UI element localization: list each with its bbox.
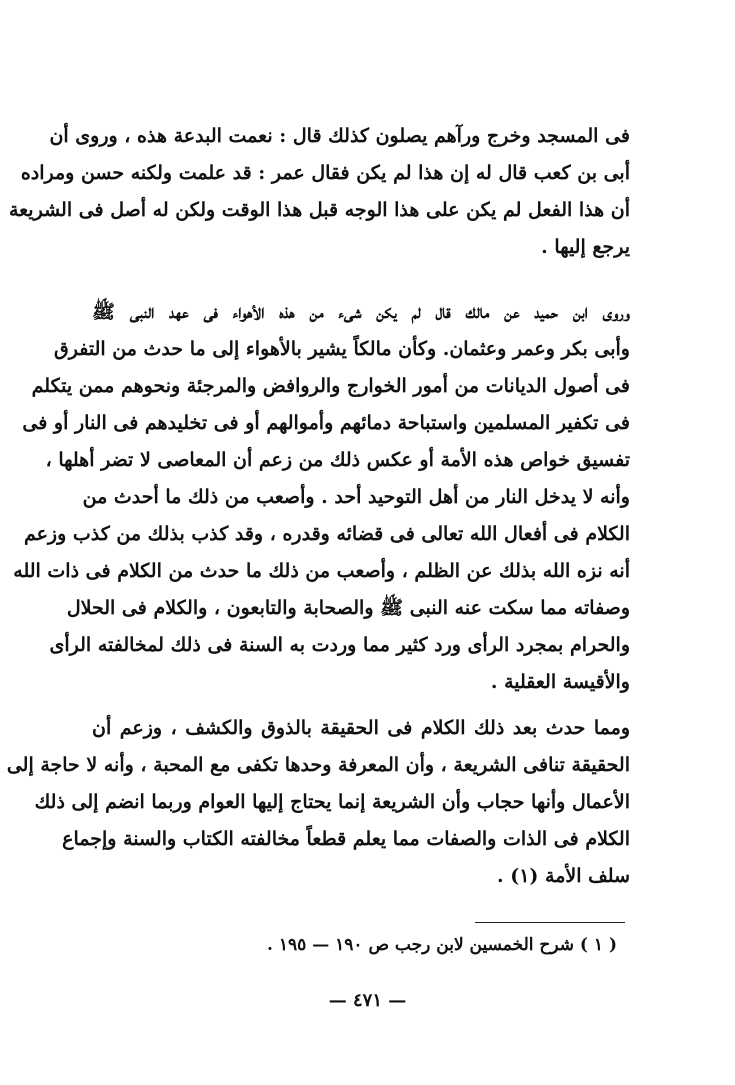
text-line: الأعمال وأنها حجاب وأن الشريعة إنما يحتاج إليها العوام وربما انضم إلى ذلك: [34, 791, 630, 813]
text-line: أبى بن كعب قال له إن هذا لم يكن فقال عمر : قد علمت ولكنه حسن ومراده: [20, 162, 630, 184]
text-line: الحقيقة تنافى الشريعة ، وأن المعرفة وحدها تكفى مع المحبة ، وأنه لا حاجة إلى: [6, 754, 630, 776]
text-line: والأقيسة العقلية .: [490, 671, 630, 693]
footnote-divider: [475, 922, 625, 923]
text-line: تفسيق خواص هذه الأمة أو عكس ذلك من زعم أن المعاصى لا تضر أهلها ،: [45, 449, 630, 471]
page-number: — ٤٧١ —: [328, 990, 407, 1011]
paragraph-2: [13, 294, 630, 701]
text-line: الكلام فى أفعال الله تعالى فى قضائه وقدره ، وقد كذب بذلك من كذب وزعم: [23, 523, 630, 545]
text-line: فى أصول الديانات من أمور الخوارج والروافض والمرجئة ونحوهم ممن يتكلم: [31, 375, 630, 397]
text-line: وأنه لا يدخل النار من أهل التوحيد أحد . وأصعب من ذلك ما أحدث من: [82, 486, 630, 508]
text-line: والحرام بمجرد الرأى ورد كثير مما وردت به السنة فى ذلك لمخالفته الرأى: [49, 634, 630, 656]
paragraph-3: [6, 710, 630, 895]
text-line: فى تكفير المسلمين واستباحة دمائهم وأموالهم أو فى تخليدهم فى النار أو فى: [22, 412, 630, 434]
text-line: أن هذا الفعل لم يكن على هذا الوجه قبل هذا الوقت ولكن له أصل فى الشريعة: [8, 199, 630, 221]
text-line: وصفاته مما سكت عنه النبى ﷺ والصحابة والتابعون ، والكلام فى الحلال: [66, 597, 630, 619]
text-line: الكلام فى الذات والصفات مما يعلم قطعاً مخالفته الكتاب والسنة وإجماع: [62, 828, 630, 850]
text-line: يرجع إليها .: [541, 236, 630, 258]
text-line: ومما حدث بعد ذلك الكلام فى الحقيقة بالذوق والكشف ، وزعم أن: [92, 717, 630, 739]
text-line: وأبى بكر وعمر وعثمان. وكأن مالكاً يشير بالأهواء إلى ما حدث من التفرق: [54, 338, 630, 360]
footnote: ( ١ ) شرح الخمسين لابن رجب ص ١٩٠ — ١٩٥ .: [267, 935, 617, 955]
text-line: وروى ابن حميد عن مالك قال لم يكن شىء من هذه الأهواء فى عهد النبى ﷺ: [92, 301, 630, 323]
text-line: سلف الأمة (١) .: [496, 865, 630, 887]
text-line: فى المسجد وخرج ورآهم يصلون كذلك قال : نعمت البدعة هذه ، وروى أن: [49, 125, 630, 147]
paragraph-1: [8, 118, 630, 266]
text-line: أنه نزه الله بذلك عن الظلم ، وأصعب من ذلك ما حدث من الكلام فى ذات الله: [13, 560, 630, 582]
